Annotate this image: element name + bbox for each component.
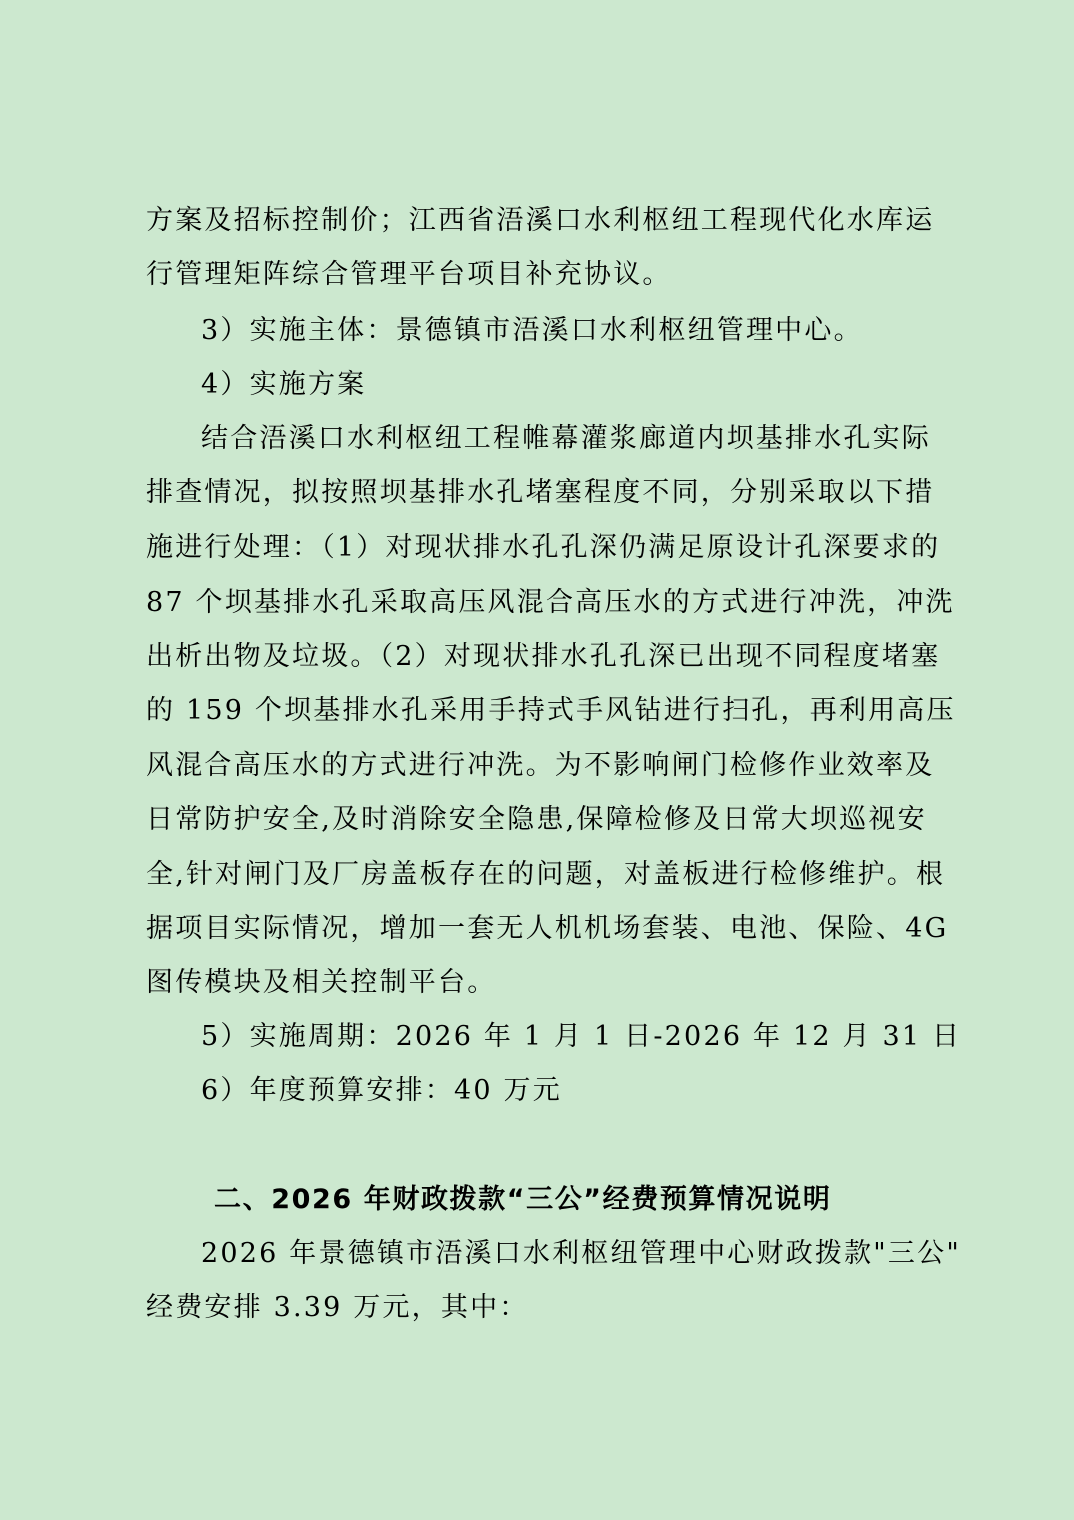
body-text-line: 的 159 个坝基排水孔采用手持式手风钻进行扫孔，再利用高压 xyxy=(146,695,956,726)
body-text-line: 行管理矩阵综合管理平台项目补充协议。 xyxy=(146,259,672,290)
section-heading: 二、2026 年财政拨款“三公”经费预算情况说明 xyxy=(214,1184,832,1215)
body-text-line: 图传模块及相关控制平台。 xyxy=(146,967,497,998)
body-text-line: 据项目实际情况，增加一套无人机机场套装、电池、保险、4G xyxy=(146,913,949,944)
implementation-plan-item: 4）实施方案 xyxy=(201,369,367,400)
body-text-line: 经费安排 3.39 万元，其中： xyxy=(146,1292,529,1323)
body-text-line: 结合浯溪口水利枢纽工程帷幕灌浆廊道内坝基排水孔实际 xyxy=(201,423,931,454)
body-text-line: 施进行处理：（1）对现状排水孔孔深仍满足原设计孔深要求的 xyxy=(146,532,941,563)
implementation-period-item: 5）实施周期：2026 年 1 月 1 日-2026 年 12 月 31 日 xyxy=(201,1021,962,1052)
body-text-line: 方案及招标控制价；江西省浯溪口水利枢纽工程现代化水库运 xyxy=(146,205,935,236)
body-text-line: 排查情况，拟按照坝基排水孔堵塞程度不同，分别采取以下措 xyxy=(146,477,935,508)
body-text-line: 日常防护安全,及时消除安全隐患,保障检修及日常大坝巡视安 xyxy=(146,804,927,835)
body-text-line: 出析出物及垃圾。（2）对现状排水孔孔深已出现不同程度堵塞 xyxy=(146,641,941,672)
body-text-line: 风混合高压水的方式进行冲洗。为不影响闸门检修作业效率及 xyxy=(146,750,935,781)
annual-budget-item: 6）年度预算安排：40 万元 xyxy=(201,1075,562,1106)
body-text-line: 全,针对闸门及厂房盖板存在的问题，对盖板进行检修维护。根 xyxy=(146,859,946,890)
body-text-line: 2026 年景德镇市浯溪口水利枢纽管理中心财政拨款"三公" xyxy=(201,1238,961,1269)
body-text-line: 87 个坝基排水孔采取高压风混合高压水的方式进行冲洗，冲洗 xyxy=(146,587,955,618)
implementing-entity-item: 3）实施主体：景德镇市浯溪口水利枢纽管理中心。 xyxy=(201,315,863,346)
